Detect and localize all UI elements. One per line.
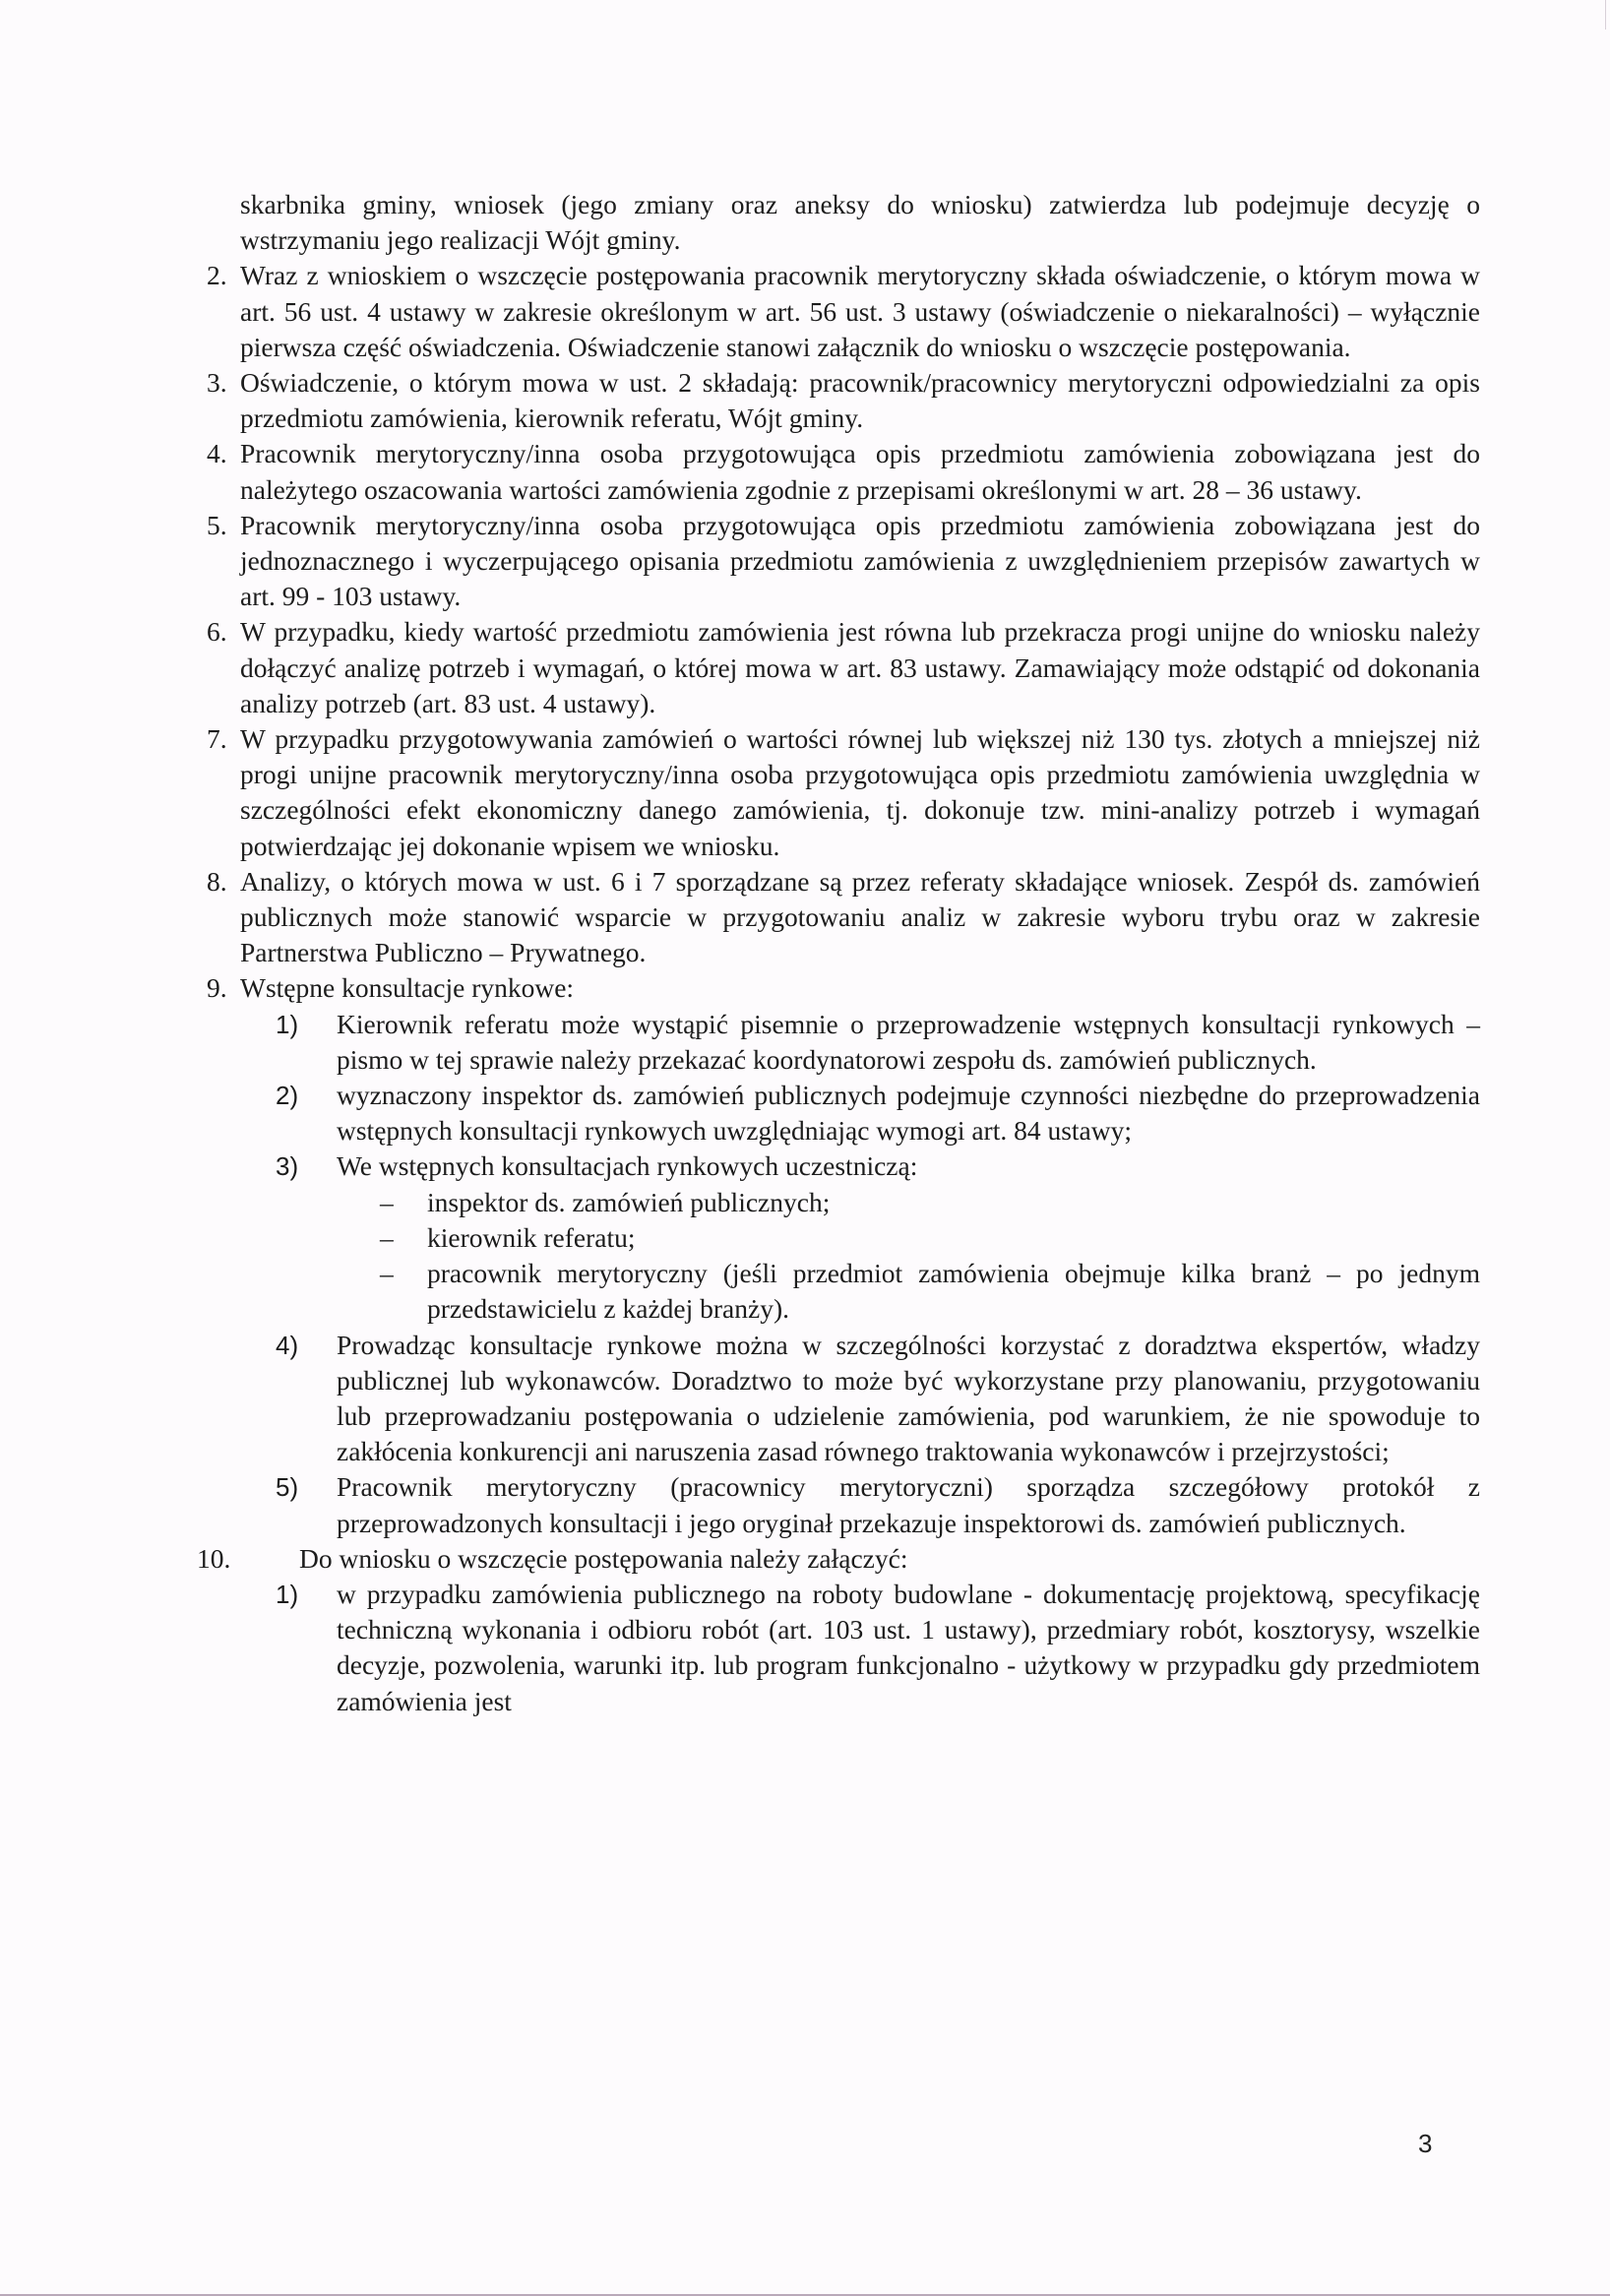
dash-bullet: – (380, 1258, 394, 1289)
dash-bullet: – (380, 1186, 394, 1217)
scan-edge-mark (1605, 0, 1606, 30)
subitem-number: 2) (276, 1081, 299, 1111)
list-item-8 (207, 864, 1480, 971)
list-item-9 (207, 970, 1480, 1006)
subitem-text: Prowadząc konsultacje rynkowe można w szczególności korzystać z doradztwa ekspertów, władzy publicznej lub wykonawców. Doradztwo to może być wykorzystane przy planowaniu, przygotowaniu lub przeprowadzaniu postępowania o udzielenie zamówienia, pod warunkiem, że nie spowoduje to zakłócenia konkurencji ani naruszenia zasad równego traktowania wykonawców i przejrzystości; (337, 1329, 1480, 1467)
subitem-9-4 (276, 1328, 1480, 1470)
item-number: 4. (207, 438, 227, 469)
item-text: Analizy, o których mowa w ust. 6 i 7 sporządzane są przez referaty składające wniosek. Zespół ds. zamówień publicznych może stanowić wsparcie w przygotowaniu analiz w zakresie wyboru trybu oraz w zakresie Partnerstwa Publiczno – Prywatnego. (240, 865, 1480, 968)
subitem-text: wyznaczony inspektor ds. zamówień publicznych podejmuje czynności niezbędne do przeprowadzenia wstępnych konsultacji rynkowych uwzględniając wymogi art. 84 ustawy; (337, 1080, 1480, 1147)
subitem-text: We wstępnych konsultacjach rynkowych uczestniczą: (337, 1150, 918, 1182)
subitem-10-1 (276, 1577, 1480, 1719)
item-text: W przypadku przygotowywania zamówień o wartości równej lub większej niż 130 tys. złotych a mniejszej niż progi unijne pracownik merytoryczny/inna osoba przygotowująca opis przedmiotu zamówienia uwzględnia w szczególności efekt ekonomiczny danego zamówienia, tj. dokonuje tzw. mini-analizy potrzeb i wymagań potwierdzając jej dokonanie wpisem we wniosku. (240, 723, 1480, 861)
item-number: 8. (207, 865, 227, 897)
dash-item-inspector (380, 1185, 1480, 1220)
page-number: 3 (1418, 2129, 1433, 2158)
subitem-text: w przypadku zamówienia publicznego na roboty budowlane - dokumentację projektową, specyfikację techniczną wykonania i odbioru robót (art. 103 ust. 1 ustawy), przedmiary robót, kosztorysy, wszelkie decyzje, pozwolenia, warunki itp. lub program funkcjonalno - użytkowy w przypadku gdy przedmiotem zamówienia jest (337, 1578, 1480, 1716)
subitem-number: 1) (276, 1579, 299, 1609)
subitem-9-3 (276, 1148, 1480, 1184)
item-text: W przypadku, kiedy wartość przedmiotu zamówienia jest równa lub przekracza progi unijne do wniosku należy dołączyć analizę potrzeb i wymagań, o której mowa w art. 83 ustawy. Zamawiający może odstąpić od dokonania analizy potrzeb (art. 83 ust. 4 ustawy). (240, 616, 1480, 718)
item-text: Oświadczenie, o którym mowa w ust. 2 składają: pracownik/pracownicy merytoryczni odpowiedzialni za opis przedmiotu zamówienia, kierownik referatu, Wójt gminy. (240, 367, 1480, 434)
item-text: Wstępne konsultacje rynkowe: (240, 972, 575, 1004)
list-item-10 (197, 1541, 1480, 1577)
item-number: 6. (207, 616, 227, 648)
list-item-4 (207, 436, 1480, 507)
subitem-9-5 (276, 1469, 1480, 1540)
item-text: Pracownik merytoryczny/inna osoba przygotowująca opis przedmiotu zamówienia zobowiązana jest do jednoznacznego i wyczerpującego opisania przedmiotu zamówienia z uwzględnieniem przepisów zawartych w art. 99 - 103 ustawy. (240, 509, 1480, 612)
dash-text: kierownik referatu; (427, 1221, 636, 1253)
document-body (197, 187, 1480, 1719)
item-text: Wraz z wnioskiem o wszczęcie postępowania pracownik merytoryczny składa oświadczenie, o którym mowa w art. 56 ust. 4 ustawy w zakresie określonym w art. 56 ust. 3 ustawy (oświadczenie o niekaralności) – wyłącznie pierwsza część oświadczenia. Oświadczenie stanowi załącznik do wniosku o wszczęcie postępowania. (240, 260, 1480, 362)
item-number: 10. (197, 1542, 231, 1574)
item-number: 3. (207, 367, 227, 399)
subitem-number: 4) (276, 1330, 299, 1360)
subitem-number: 1) (276, 1009, 299, 1039)
list-item-6 (207, 614, 1480, 721)
list-item-3 (207, 365, 1480, 436)
dash-item-pracownik (380, 1256, 1480, 1327)
subitem-number: 3) (276, 1151, 299, 1182)
subitem-9-1 (276, 1007, 1480, 1078)
item-number: 9. (207, 972, 227, 1004)
continuation-paragraph: skarbnika gminy, wniosek (jego zmiany oraz aneksy do wniosku) zatwierdza lub podejmuje decyzję o wstrzymaniu jego realizacji Wójt gminy. (240, 189, 1480, 256)
item-text: Pracownik merytoryczny/inna osoba przygotowująca opis przedmiotu zamówienia zobowiązana jest do należytego oszacowania wartości zamówienia zgodnie z przepisami określonymi w art. 28 – 36 ustawy. (240, 438, 1480, 505)
list-item-7 (207, 721, 1480, 864)
dash-item-kierownik (380, 1220, 1480, 1256)
dash-bullet: – (380, 1221, 394, 1253)
item-number: 7. (207, 723, 227, 755)
item-number: 5. (207, 509, 227, 540)
subitem-text: Pracownik merytoryczny (pracownicy merytoryczni) sporządza szczegółowy protokół z przeprowadzonych konsultacji i jego oryginał przekazuje inspektorowi ds. zamówień publicznych. (337, 1471, 1480, 1538)
item-number: 2. (207, 260, 227, 291)
list-item-2 (207, 258, 1480, 365)
subitem-9-2 (276, 1078, 1480, 1148)
dash-text: inspektor ds. zamówień publicznych; (427, 1186, 831, 1217)
subitem-text: Kierownik referatu może wystąpić pisemnie o przeprowadzenie wstępnych konsultacji rynkowych – pismo w tej sprawie należy przekazać koordynatorowi zespołu ds. zamówień publicznych. (337, 1008, 1480, 1075)
subitem-number: 5) (276, 1472, 299, 1503)
list-item-5 (207, 508, 1480, 615)
dash-text: pracownik merytoryczny (jeśli przedmiot zamówienia obejmuje kilka branż – po jednym przedstawicielu z każdej branży). (427, 1258, 1480, 1325)
item-text: Do wniosku o wszczęcie postępowania należy załączyć: (299, 1542, 908, 1574)
